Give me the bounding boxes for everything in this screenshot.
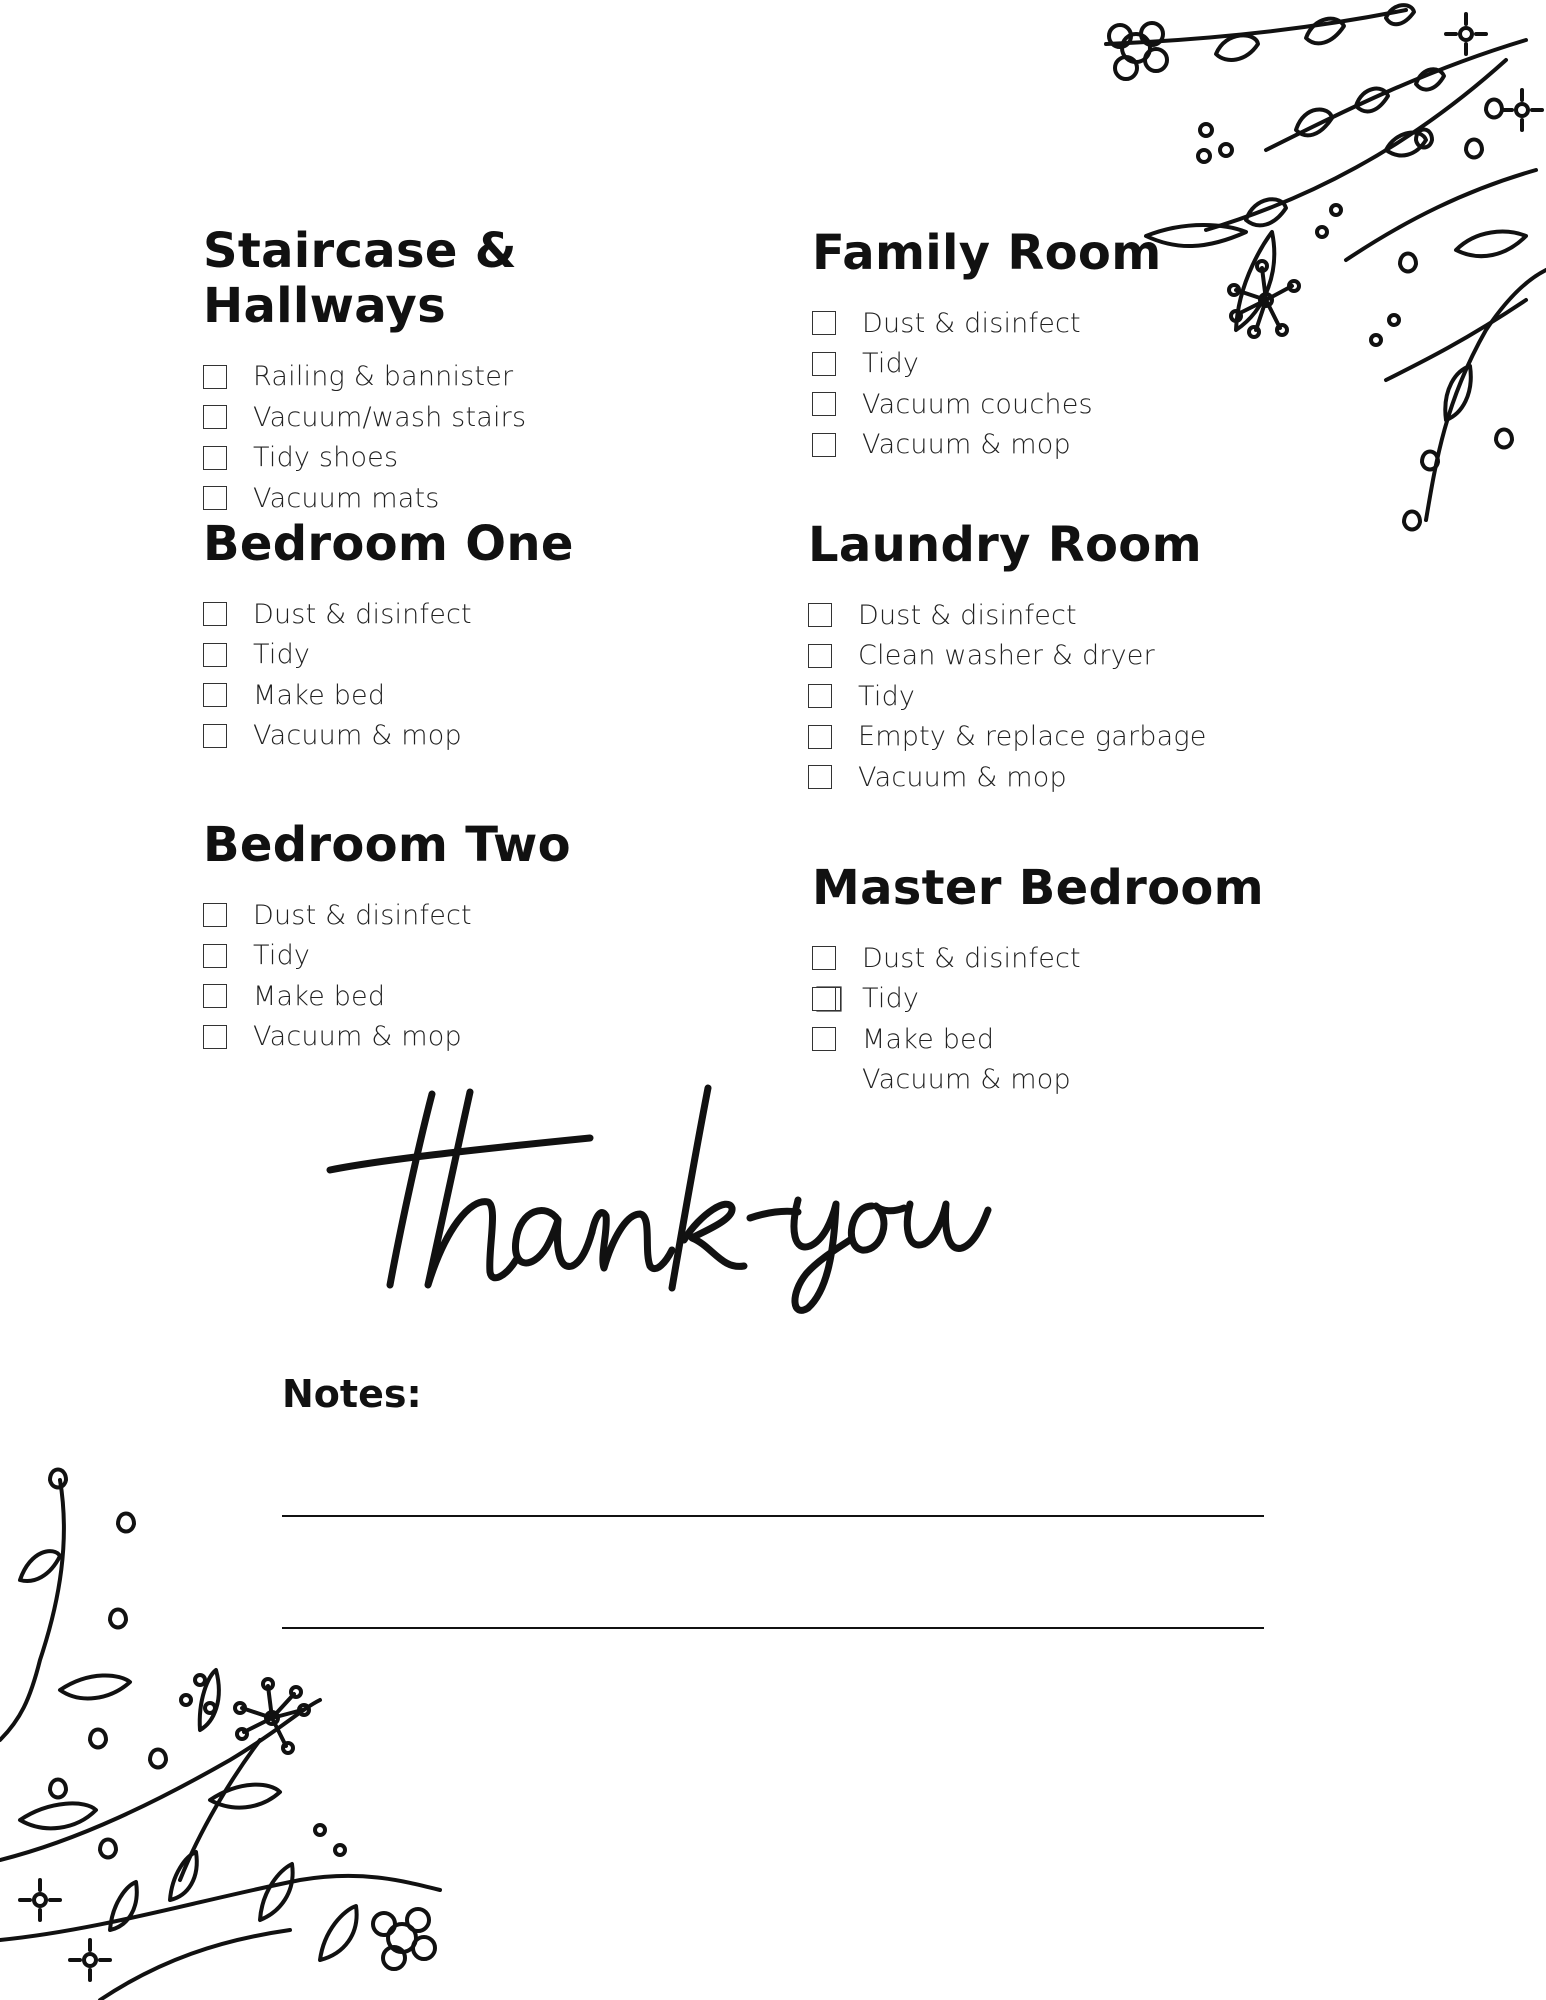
task-item[interactable]: [203, 594, 763, 635]
task-item[interactable]: [203, 1017, 763, 1058]
section-title: Family Room: [812, 225, 1162, 281]
task-item[interactable]: [812, 938, 1372, 979]
task-item[interactable]: [808, 676, 1368, 717]
task-label: Tidy: [862, 348, 920, 380]
checkbox[interactable]: [808, 725, 832, 749]
task-item[interactable]: [203, 478, 763, 519]
checkbox[interactable]: [203, 405, 227, 429]
checkbox[interactable]: [203, 643, 227, 667]
task-item[interactable]: [812, 979, 1372, 1020]
checkbox[interactable]: [812, 946, 836, 970]
section-master-bedroom: [812, 861, 1372, 1100]
section-title: Master Bedroom: [812, 860, 1264, 916]
task-label: Dust & disinfect: [253, 899, 472, 931]
task-label: Tidy: [253, 639, 311, 671]
task-label: Empty & replace garbage: [858, 721, 1207, 753]
task-label: Railing & bannister: [253, 361, 514, 393]
checkbox[interactable]: [203, 944, 227, 968]
task-label: Vacuum & mop: [858, 761, 1067, 793]
checkbox[interactable]: [812, 987, 836, 1011]
task-item[interactable]: [203, 895, 763, 936]
checkbox[interactable]: [203, 903, 227, 927]
task-label: Dust & disinfect: [253, 598, 472, 630]
task-label: Vacuum/wash stairs: [253, 401, 527, 433]
task-label: Tidy: [862, 983, 920, 1015]
section-title: Bedroom Two: [203, 817, 571, 873]
task-label: Vacuum & mop: [253, 1021, 462, 1053]
floral-vine-icon: [1086, 0, 1546, 560]
section-bedroom-two: [203, 818, 763, 1057]
task-label: Vacuum & mop: [253, 720, 462, 752]
task-item[interactable]: [203, 356, 763, 397]
task-label: Tidy: [253, 940, 311, 972]
checkbox[interactable]: [808, 644, 832, 668]
task-item[interactable]: [812, 1019, 1372, 1060]
task-label: Vacuum & mop: [862, 1064, 1071, 1096]
checkbox[interactable]: [203, 683, 227, 707]
task-item[interactable]: [203, 397, 763, 438]
task-label: Make bed: [253, 679, 386, 711]
notes-label: Notes:: [282, 1372, 422, 1416]
checkbox[interactable]: [203, 724, 227, 748]
section-staircase-hallways: [203, 224, 763, 518]
task-label: Dust & disinfect: [862, 942, 1081, 974]
task-label: Tidy: [858, 680, 916, 712]
task-label: Make bed: [862, 1023, 995, 1055]
checkbox[interactable]: [812, 392, 836, 416]
checkbox[interactable]: [808, 603, 832, 627]
checkbox[interactable]: [812, 1027, 836, 1051]
floral-vine-icon: [0, 1460, 460, 2000]
task-item[interactable]: [203, 936, 763, 977]
checkbox[interactable]: [203, 486, 227, 510]
thank-you-script: [320, 1080, 1080, 1320]
task-item[interactable]: [203, 635, 763, 676]
task-item[interactable]: [203, 976, 763, 1017]
checkbox[interactable]: [812, 352, 836, 376]
section-title: Bedroom One: [203, 516, 574, 572]
task-label: Dust & disinfect: [858, 599, 1077, 631]
task-label: Make bed: [253, 980, 386, 1012]
task-item[interactable]: [808, 757, 1368, 798]
section-bedroom-one: [203, 517, 763, 756]
task-label: Vacuum mats: [253, 482, 440, 514]
section-title: Laundry Room: [808, 517, 1202, 573]
checkbox[interactable]: [203, 984, 227, 1008]
section-title: Staircase & Hallways: [203, 223, 517, 335]
checkbox[interactable]: [203, 365, 227, 389]
checkbox[interactable]: [808, 684, 832, 708]
task-item[interactable]: [203, 716, 763, 757]
task-item[interactable]: [808, 717, 1368, 758]
task-item[interactable]: [203, 675, 763, 716]
task-item[interactable]: [203, 437, 763, 478]
task-item[interactable]: [808, 595, 1368, 636]
checkbox[interactable]: [203, 602, 227, 626]
checkbox[interactable]: [812, 311, 836, 335]
task-label: Clean washer & dryer: [858, 640, 1155, 672]
checkbox[interactable]: [812, 433, 836, 457]
task-item[interactable]: [808, 636, 1368, 677]
task-label: Vacuum couches: [862, 388, 1093, 420]
task-label: Tidy shoes: [253, 442, 399, 474]
checkbox[interactable]: [808, 765, 832, 789]
task-label: Dust & disinfect: [862, 307, 1081, 339]
task-label: Vacuum & mop: [862, 429, 1071, 461]
checkbox[interactable]: [203, 446, 227, 470]
checkbox[interactable]: [203, 1025, 227, 1049]
